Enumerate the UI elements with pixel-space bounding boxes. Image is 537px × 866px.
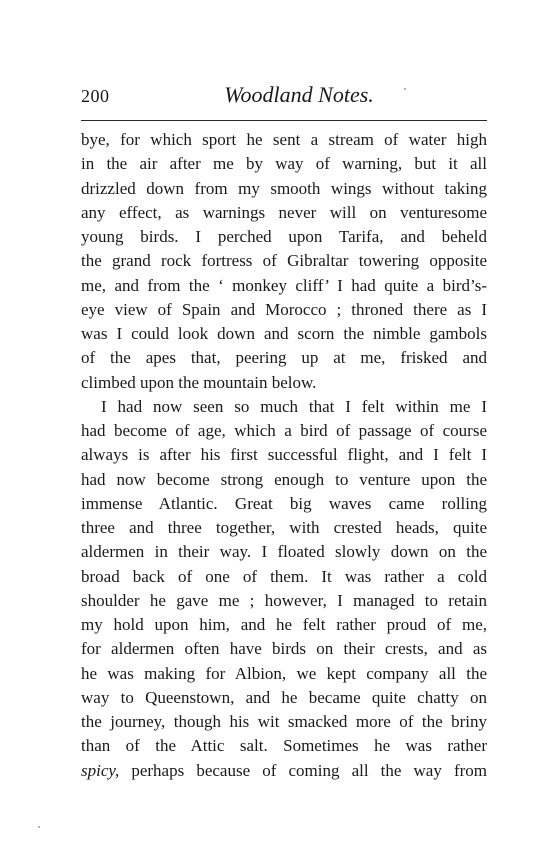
text-line: always is after his first successful flight, and I felt I (81, 445, 487, 465)
text-line: for aldermen often have birds on their crests, and as (81, 639, 487, 659)
italic-word: spicy, (81, 760, 120, 780)
text-line: me, and from the ‘ monkey cliff’ I had quite a bird’s- (81, 275, 487, 295)
text-line: he was making for Albion, we kept company all the (81, 663, 487, 683)
text-line: had become of age, which a bird of passage of course (81, 421, 487, 440)
text-line: bye, for which sport he sent a stream of water high (81, 130, 487, 149)
text-line-last (81, 759, 487, 783)
text-line: my hold upon him, and he felt rather proud of me, (81, 615, 487, 634)
text-line: three and three together, with crested heads, quite (81, 518, 487, 537)
text-line: of the apes that, peering up at me, frisked and (81, 348, 487, 368)
text-line: was I could look down and scorn the nimble gambols (81, 324, 487, 343)
text-line: in the air after me by way of warning, but it all (81, 154, 487, 174)
page-number: 200 (81, 86, 110, 106)
text-line: drizzled down from my smooth wings without taking (81, 178, 487, 198)
text-line: immense Atlantic. Great big waves came rolling (81, 493, 487, 513)
text-line: shoulder he gave me ; however, I managed to retain (81, 590, 487, 610)
paper-speck (404, 88, 406, 90)
text-line: young birds. I perched upon Tarifa, and beheld (81, 227, 487, 246)
text-line: climbed upon the mountain below. (81, 372, 317, 392)
page-header (81, 80, 487, 110)
paper-speck (38, 826, 40, 828)
text-line-rest: perhaps because of coming all the way from (119, 760, 487, 780)
text-line: any effect, as warnings never will on venturesome (81, 202, 487, 222)
text-line: eye view of Spain and Morocco ; throned there as I (81, 299, 487, 319)
text-line: way to Queenstown, and he became quite chatty on (81, 687, 487, 707)
body-text (81, 128, 487, 783)
text-line: the grand rock fortress of Gibraltar towering opposite (81, 251, 487, 271)
text-line: broad back of one of them. It was rather a cold (81, 566, 487, 586)
text-line: the journey, though his wit smacked more of the briny (81, 712, 487, 731)
text-line: I had now seen so much that I felt within me I (101, 396, 487, 416)
header-rule (81, 120, 487, 121)
text-line: aldermen in their way. I floated slowly down on the (81, 542, 487, 562)
text-line: had now become strong enough to venture upon the (81, 469, 487, 489)
paragraph-1 (81, 128, 487, 395)
running-title: Woodland Notes. (224, 82, 374, 107)
paragraph-2 (81, 395, 487, 783)
text-line: than of the Attic salt. Sometimes he was rather (81, 736, 487, 756)
